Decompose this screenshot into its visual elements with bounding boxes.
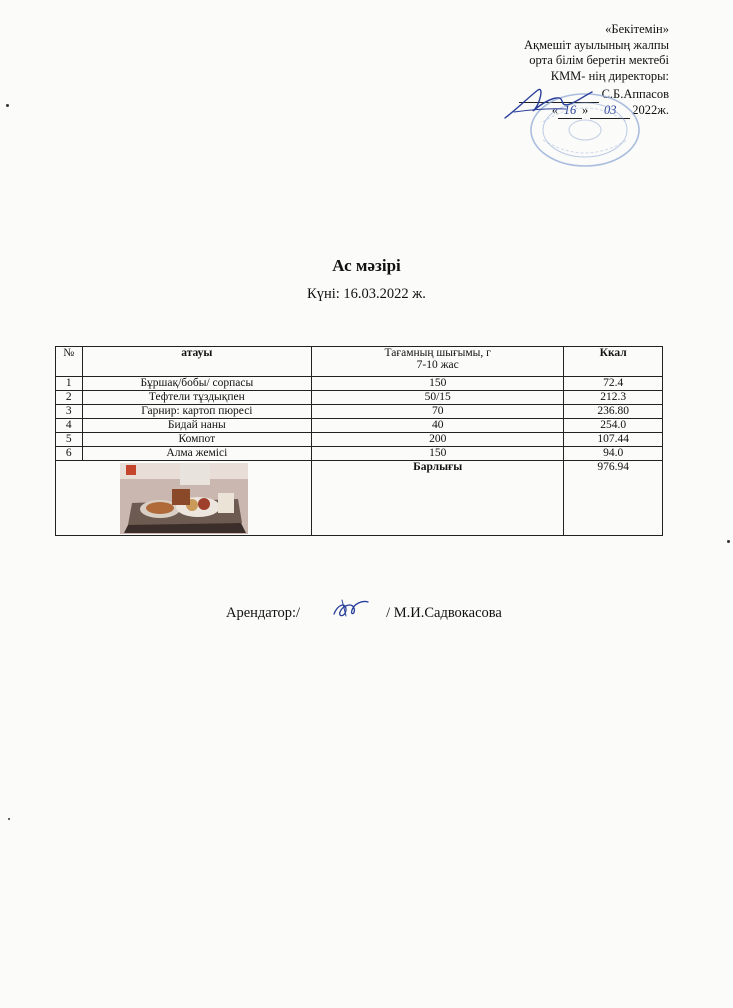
row-no: 4 [56, 419, 83, 433]
row-name: Бұршақ/бобы/ сорпасы [82, 377, 312, 391]
date-month: 03 [590, 103, 630, 120]
meal-photo-cell [56, 461, 312, 536]
table-header-row [56, 347, 663, 377]
header-no: № [56, 347, 83, 377]
row-yield: 50/15 [312, 391, 564, 405]
header-name: атауы [82, 347, 312, 377]
scan-speck [727, 540, 730, 543]
row-kcal: 212.3 [564, 391, 663, 405]
row-no: 6 [56, 447, 83, 461]
table-row [56, 405, 663, 419]
date-close-quote: » [581, 102, 589, 117]
renter-signature-icon [330, 596, 372, 624]
table-row [56, 419, 663, 433]
director-signature-icon [500, 78, 595, 128]
approval-heading: «Бекітемін» [605, 22, 669, 36]
row-name: Тефтели тұздықпен [82, 391, 312, 405]
renter-label: Арендатор:/ [226, 605, 301, 621]
approval-line-3: КММ- нің директоры: [550, 68, 669, 83]
total-label: Барлығы [312, 461, 564, 536]
row-yield: 150 [312, 377, 564, 391]
row-yield: 200 [312, 433, 564, 447]
row-kcal: 72.4 [564, 377, 663, 391]
header-kcal: Ккал [564, 347, 663, 377]
table-row [56, 447, 663, 461]
row-kcal: 236.80 [564, 405, 663, 419]
scan-speck [8, 818, 10, 820]
row-name: Алма жемісі [82, 447, 312, 461]
row-no: 5 [56, 433, 83, 447]
row-kcal: 94.0 [564, 447, 663, 461]
row-kcal: 254.0 [564, 419, 663, 433]
menu-date: Күні: 16.03.2022 ж. [307, 286, 426, 302]
approval-line-1: Ақмешіт ауылының жалпы [524, 37, 669, 52]
table-row [56, 377, 663, 391]
row-yield: 150 [312, 447, 564, 461]
scan-speck [6, 104, 9, 107]
total-kcal: 976.94 [564, 461, 663, 536]
date-day: 16 [558, 103, 582, 120]
renter-name: / М.И.Садвокасова [386, 605, 502, 621]
row-no: 3 [56, 405, 83, 419]
row-name: Компот [82, 433, 312, 447]
meal-photo [120, 463, 248, 534]
date-open-quote: « [551, 102, 558, 117]
row-yield: 40 [312, 419, 564, 433]
menu-table [55, 346, 663, 536]
director-name: С.Б.Аппасов [601, 87, 669, 101]
row-no: 2 [56, 391, 83, 405]
page-title: Ас мәзірі [332, 256, 401, 275]
header-yield-line-1: Тағамның шығымы, г [384, 347, 491, 359]
row-name: Гарнир: картоп пюресі [82, 405, 312, 419]
table-row [56, 433, 663, 447]
row-kcal: 107.44 [564, 433, 663, 447]
row-yield: 70 [312, 405, 564, 419]
row-name: Бидай наны [82, 419, 312, 433]
total-row [56, 461, 663, 536]
row-no: 1 [56, 377, 83, 391]
table-row [56, 391, 663, 405]
date-year: 2022ж. [632, 102, 669, 117]
header-yield-line-2: 7-10 жас [416, 359, 459, 371]
header-yield [312, 347, 564, 377]
approval-line-2: орта білім беретін мектебі [529, 53, 669, 67]
